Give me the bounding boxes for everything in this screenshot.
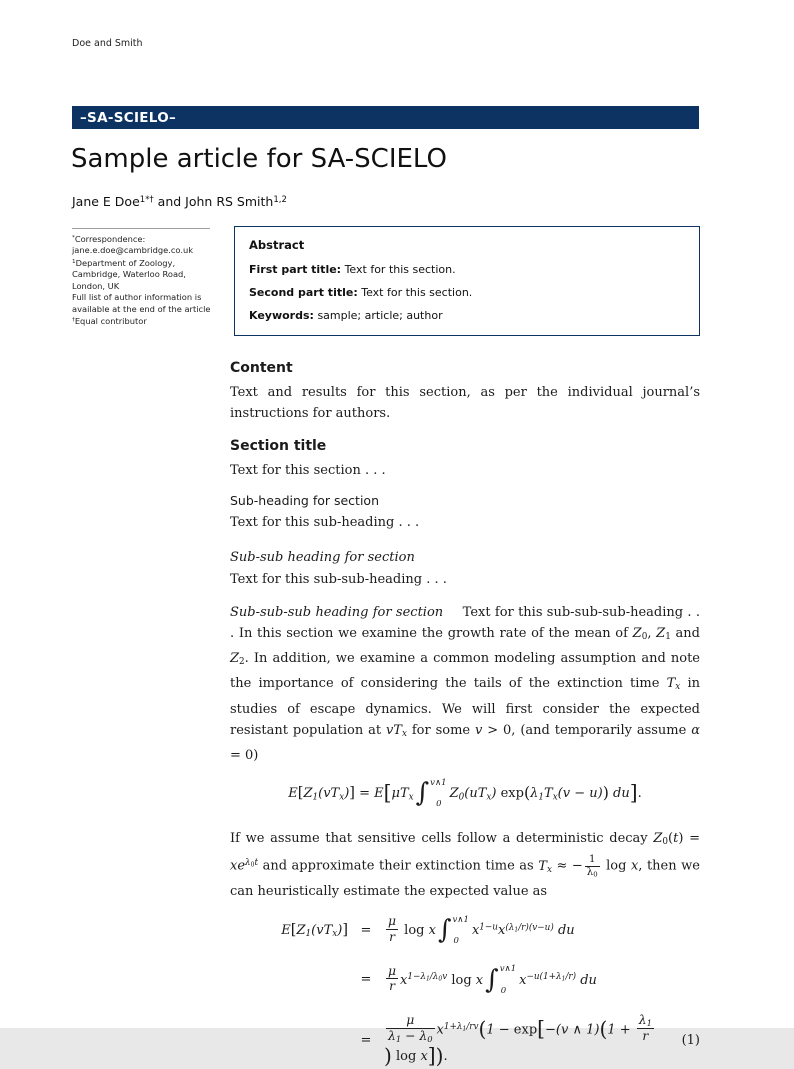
sidebar-line-address2: London, UK [72, 280, 120, 291]
authors-line: Jane E Doe$^{1*\dagger}$ and John RS Smith$^{1,2}$ [72, 194, 287, 209]
paragraph-sub-sub-sub: Sub-sub-sub heading for section Text for this sub-sub-sub-heading . . . In this section we examine the growth rate of the mean of $Z_0$, $Z_1$ and $Z_2$. In addition, we examine a common modeling assumption and note the importance of considering the tails of the extinction time $T_x$ in studies of escape dynamics. We will first consider the expected resistant population at $vT_x$ for some v > 0, (and temporarily assume α = 0) [230, 605, 700, 763]
sidebar-line-equal-contributor: †Equal contributor [72, 315, 147, 326]
abstract-item-text: sample; article; author [317, 309, 443, 322]
abstract-item-text: Text for this section. [361, 286, 473, 299]
article-body [230, 359, 700, 1069]
sidebar-line-fullinfo1: Full list of author information is [72, 292, 202, 303]
abstract-item-label: First part title: [249, 263, 342, 276]
sub-heading: Sub-heading for section [230, 493, 379, 508]
equals-sign: = [360, 972, 372, 988]
journal-banner [72, 106, 699, 129]
article-title: Sample article for SA-SCIELO [71, 144, 447, 174]
equation-rhs-line3: $\frac{\mu}{\lambda_1 - \lambda_0}$ $x^{1+\lambda_1/rv}(1 - \exp[-(v$ ∧ 1)(1 + $\frac{\lambda_1}{r}$ ) log x]). [384, 1013, 652, 1069]
abstract-heading: Abstract [249, 238, 305, 252]
paragraph: Text for this sub-sub-heading . . . [230, 572, 447, 587]
equals-sign: = [360, 922, 372, 938]
paragraph: If we assume that sensitive cells follow a deterministic decay $Z_0(t) = xe^{\lambda_0t}$ and approximate their extinction time as $T_x$ ≈ − $\frac{1}{\lambda_0}$ log x, then we can heuristically estimate the expected value as [230, 831, 700, 900]
abstract-item-second-part [249, 286, 685, 300]
journal-banner-label: –SA-SCIELO– [80, 109, 177, 126]
paragraph: Text for this sub-heading . . . [230, 515, 420, 530]
correspondence-block [72, 228, 220, 327]
equation-rhs-line1: $\frac{\mu}{r}$ log x ∫ v∧1 0 $x^{1-u}x^{(\lambda_1/r)(v-u)}$ du [388, 914, 575, 947]
section-heading-section-title: Section title [230, 438, 327, 454]
sidebar-line-department: $^1$Department of Zoology, [72, 257, 176, 268]
paragraph: Text and results for this section, as per the individual journal’s instructions for authors. [230, 385, 700, 421]
abstract-item-first-part [249, 263, 685, 277]
abstract-item-label: Second part title: [249, 286, 358, 299]
abstract-item-keywords [249, 309, 685, 323]
sub-sub-heading: Sub-sub heading for section [230, 550, 415, 565]
sidebar-divider [72, 228, 210, 229]
sidebar-line-address1: Cambridge, Waterloo Road, [72, 269, 186, 280]
abstract-box [234, 226, 700, 336]
abstract-item-text: Text for this section. [344, 263, 456, 276]
equation-lhs: $E[Z_1(vT_x)]$ [281, 920, 348, 940]
equation-number: (1) [681, 1033, 700, 1049]
sidebar-line-fullinfo2: available at the end of the article [72, 303, 211, 314]
display-equation-unnumbered: $E[Z_1(vT_x)] = E[\mu T_x$ ∫ v∧1 0 $Z_0(uT_x) \exp(\lambda_1T_x(v - u))$ du]. [288, 777, 642, 810]
equation-rhs-line2: $\frac{\mu}{r}$ $x^{1-\lambda_1/\lambda_0v}$ log x ∫ v∧1 0 $x^{-u(1+\lambda_1/r)}$ du [388, 963, 597, 996]
display-equation-1 [230, 914, 700, 1069]
running-head: Doe and Smith [72, 38, 143, 49]
sidebar-line-correspondence: *Correspondence: [72, 233, 146, 244]
abstract-item-label: Keywords: [249, 309, 314, 322]
equals-sign: = [360, 1033, 372, 1049]
paragraph: Text for this section . . . [230, 463, 386, 478]
sidebar-line-email: jane.e.doe@cambridge.co.uk [72, 245, 194, 256]
section-heading-content: Content [230, 360, 293, 376]
